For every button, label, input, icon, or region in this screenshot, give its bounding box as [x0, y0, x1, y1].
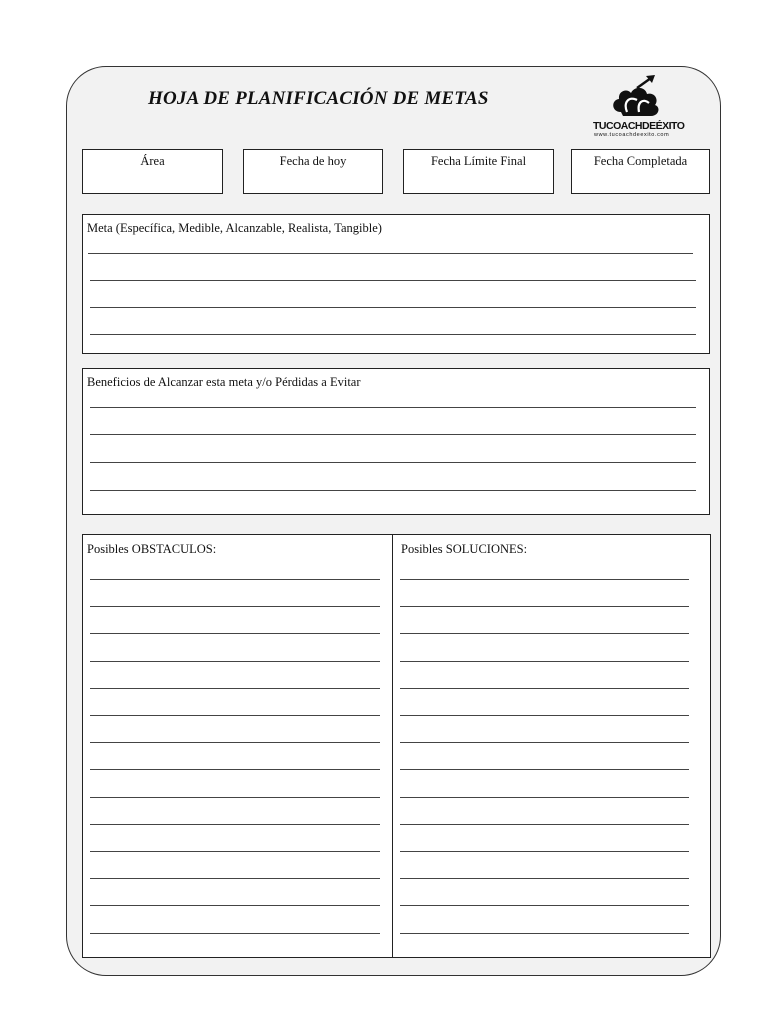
obstacle-writing-line[interactable]	[90, 905, 380, 906]
final-deadline-field[interactable]	[403, 149, 554, 194]
obstacles-label: Posibles OBSTACULOS:	[87, 542, 217, 556]
obstacle-writing-line[interactable]	[90, 633, 380, 634]
goal-writing-line[interactable]	[90, 280, 696, 281]
column-divider	[392, 535, 393, 958]
benefits-writing-line[interactable]	[90, 434, 696, 435]
benefits-writing-line[interactable]	[90, 462, 696, 463]
solution-writing-line[interactable]	[400, 851, 689, 852]
todays-date-field[interactable]	[243, 149, 383, 194]
solution-writing-line[interactable]	[400, 905, 689, 906]
area-field[interactable]	[82, 149, 223, 194]
area-label: Área	[140, 154, 165, 168]
cloud-logo-icon	[593, 72, 693, 120]
solution-writing-line[interactable]	[400, 769, 689, 770]
logo-url: www.tucoachdeexito.com	[594, 132, 670, 138]
obstacle-writing-line[interactable]	[90, 851, 380, 852]
obstacle-writing-line[interactable]	[90, 715, 380, 716]
completed-date-label: Fecha Completada	[593, 154, 688, 168]
obstacle-writing-line[interactable]	[90, 688, 380, 689]
completed-date-field[interactable]	[571, 149, 710, 194]
obstacle-writing-line[interactable]	[90, 797, 380, 798]
obstacle-writing-line[interactable]	[90, 661, 380, 662]
obstacle-writing-line[interactable]	[90, 606, 380, 607]
solution-writing-line[interactable]	[400, 797, 689, 798]
obstacle-writing-line[interactable]	[90, 769, 380, 770]
solution-writing-line[interactable]	[400, 606, 689, 607]
goal-writing-line[interactable]	[90, 334, 696, 335]
obstacle-writing-line[interactable]	[90, 824, 380, 825]
goal-writing-line[interactable]	[90, 307, 696, 308]
solutions-label: Posibles SOLUCIONES:	[401, 542, 528, 556]
solution-writing-line[interactable]	[400, 715, 689, 716]
obstacles-solutions-section	[82, 534, 711, 958]
obstacle-writing-line[interactable]	[90, 933, 380, 934]
solution-writing-line[interactable]	[400, 742, 689, 743]
goal-label: Meta (Específica, Medible, Alcanzable, Realista, Tangible)	[87, 221, 382, 235]
solution-writing-line[interactable]	[400, 633, 689, 634]
obstacle-writing-line[interactable]	[90, 742, 380, 743]
logo-wordmark: TUCOACHDEÉXITO	[593, 120, 685, 132]
brand-logo	[593, 72, 693, 140]
final-deadline-label: Fecha Límite Final	[430, 154, 527, 168]
solution-writing-line[interactable]	[400, 688, 689, 689]
benefits-section	[82, 368, 710, 515]
obstacle-writing-line[interactable]	[90, 878, 380, 879]
goal-writing-line[interactable]	[88, 253, 693, 254]
solution-writing-line[interactable]	[400, 878, 689, 879]
goal-section	[82, 214, 710, 354]
solution-writing-line[interactable]	[400, 824, 689, 825]
page-title: HOJA DE PLANIFICACIÓN DE METAS	[148, 88, 489, 109]
solution-writing-line[interactable]	[400, 579, 689, 580]
benefits-writing-line[interactable]	[90, 407, 696, 408]
todays-date-label: Fecha de hoy	[279, 154, 347, 168]
benefits-writing-line[interactable]	[90, 490, 696, 491]
obstacle-writing-line[interactable]	[90, 579, 380, 580]
benefits-label: Beneficios de Alcanzar esta meta y/o Pérdidas a Evitar	[87, 375, 361, 389]
solution-writing-line[interactable]	[400, 661, 689, 662]
solution-writing-line[interactable]	[400, 933, 689, 934]
